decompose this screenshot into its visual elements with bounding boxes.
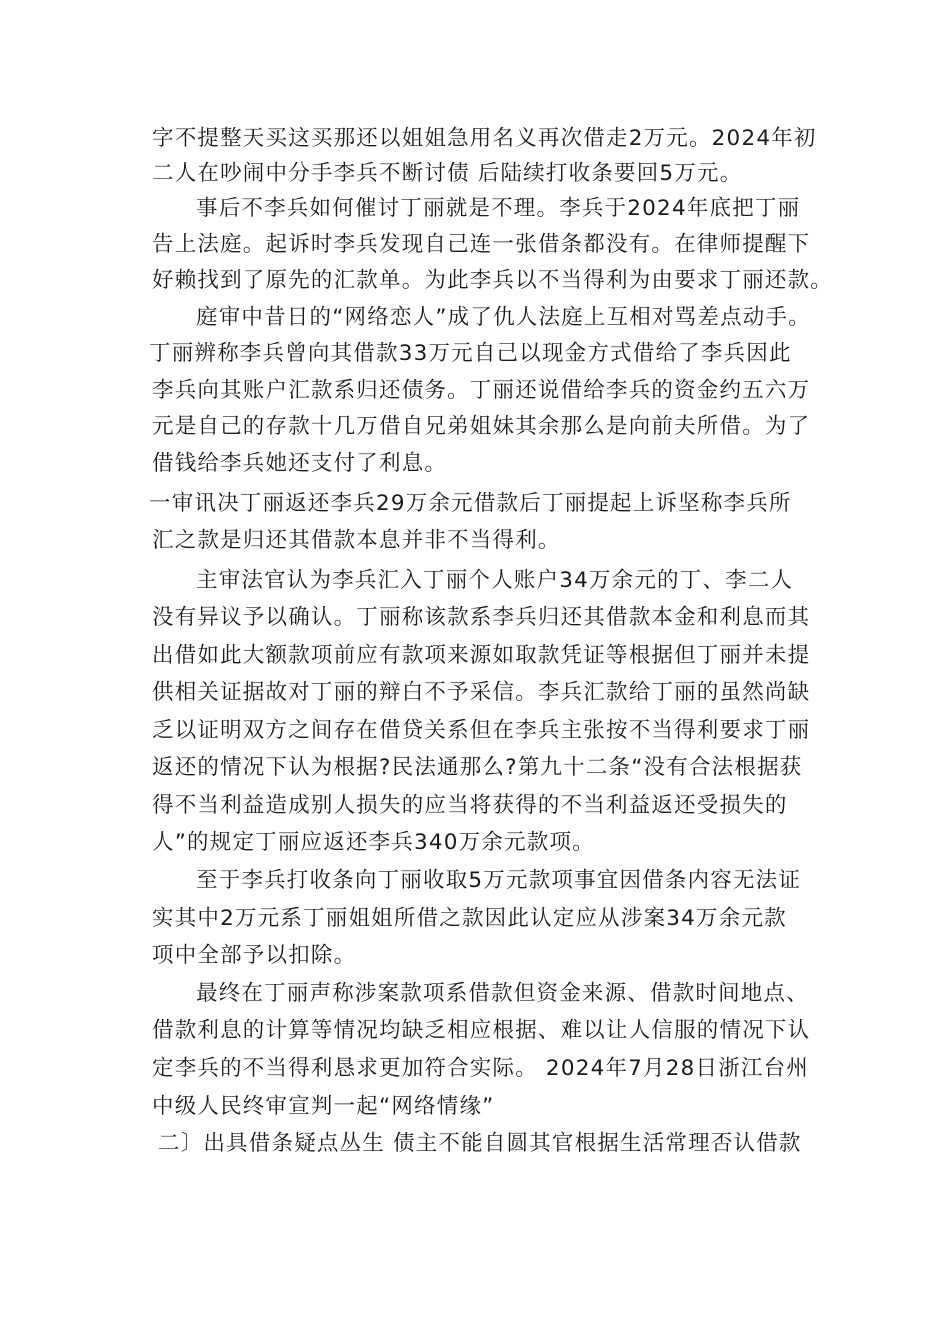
text-line: 二人在吵闹中分手李兵不断讨债 后陆续打收条要回5万元。: [152, 161, 743, 186]
text-line: 返还的情况下认为根据?民法通那么?第九十二条“没有合法根据获: [152, 755, 803, 780]
text-line: 告上法庭。起诉时李兵发现自己连一张借条都没有。在律师提醒下: [152, 232, 811, 257]
text-line: 庭审中昔日的“网络恋人”成了仇人法庭上互相对骂差点动手。: [196, 305, 811, 330]
text-line: 供相关证据故对丁丽的辩白不予采信。李兵汇款给丁丽的虽然尚缺: [152, 680, 811, 705]
text-line: 没有异议予以确认。丁丽称该款系李兵归还其借款本金和利息而其: [152, 605, 811, 630]
text-line: 最终在丁丽声称涉案款项系借款但资金来源、借款时间地点、: [196, 981, 809, 1006]
text-line: 丁丽辨称李兵曾向其借款33万元自己以现金方式借给了李兵因此: [149, 341, 792, 366]
text-line: 汇之款是归还其借款本息并非不当得利。: [152, 528, 561, 553]
text-line: 中级人民终审宣判一起“网络情缘”: [152, 1094, 495, 1119]
text-line: 乏以证明双方之间存在借贷关系但在李兵主张按不当得利要求丁丽: [152, 718, 811, 743]
text-line: 出借如此大额款项前应有款项来源如取款凭证等根据但丁丽并未提: [152, 643, 811, 668]
text-line: 实其中2万元系丁丽姐姐所借之款因此认定应从涉案34万余元款: [152, 906, 787, 931]
text-line: 定李兵的不当得利恳求更加符合实际。 2024年7月28日浙江台州: [152, 1056, 809, 1081]
text-line: 项中全部予以扣除。: [152, 943, 357, 968]
text-line: 李兵向其账户汇款系归还债务。丁丽还说借给李兵的资金约五六万: [152, 378, 811, 403]
text-line: 二〕出具借条疑点丛生 债主不能自圆其官根据生活常理否认借款: [158, 1131, 802, 1156]
text-line: 事后不李兵如何催讨丁丽就是不理。李兵于2024年底把丁丽: [196, 196, 801, 221]
text-line: 人”的规定丁丽应返还李兵340万余元款项。: [152, 830, 595, 855]
text-line: 借款利息的计算等情况均缺乏相应根据、难以让人信服的情况下认: [152, 1018, 811, 1043]
text-line: 好赖找到了原先的汇款单。为此李兵以不当得利为由要求丁丽还款。: [152, 268, 834, 293]
text-line: 主审法官认为李兵汇入丁丽个人账户34万余元的丁、李二人: [196, 568, 794, 593]
text-line: 得不当利益造成别人损失的应当将获得的不当利益返还受损失的: [152, 793, 788, 818]
text-line: 借钱给李兵她还支付了利息。: [152, 451, 448, 476]
text-line: 至于李兵打收条向丁丽收取5万元款项事宜因借条内容无法证: [196, 868, 802, 893]
text-line: 一审讯决丁丽返还李兵29万余元借款后丁丽提起上诉坚称李兵所: [149, 491, 792, 516]
text-line: 字不提整天买这买那还以姐姐急用名义再次借走2万元。2024年初: [152, 126, 817, 151]
text-line: 元是自己的存款十几万借自兄弟姐妹其余那么是向前夫所借。为了: [152, 414, 811, 439]
